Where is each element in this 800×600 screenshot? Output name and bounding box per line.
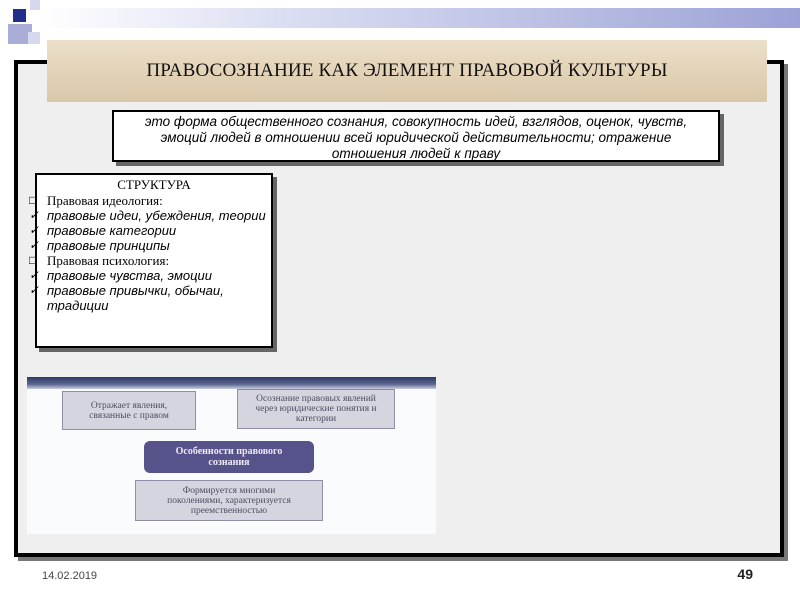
- structure-point: [29, 268, 269, 283]
- structure-point: [29, 283, 269, 313]
- checkmark-icon: ✓: [29, 268, 40, 282]
- checkmark-icon: ✓: [29, 208, 40, 222]
- structure-heading: СТРУКТУРА: [117, 177, 191, 192]
- definition-box: это форма общественного сознания, совокупность идей, взглядов, оценок, чувств, эмоций людей в отношении всей юридической действительности; отражение отношения людей к праву: [112, 110, 720, 162]
- square-bullet-icon: □: [29, 253, 37, 267]
- structure-item-text: правовые привычки, обычаи, традиции: [47, 283, 224, 313]
- structure-item-text: правовые идеи, убеждения, теории: [47, 208, 266, 223]
- structure-item-text: правовые категории: [47, 223, 177, 238]
- structure-item-text: правовые принципы: [47, 238, 170, 253]
- structure-item-text: Правовая психология:: [47, 253, 170, 268]
- structure-point: [29, 238, 269, 253]
- structure-box: [29, 173, 273, 348]
- checkmark-icon: ✓: [29, 223, 40, 237]
- structure-list: [29, 193, 269, 313]
- footer-date: 14.02.2019: [42, 570, 98, 582]
- checkmark-icon: ✓: [29, 283, 40, 297]
- structure-section: [29, 193, 269, 208]
- structure-point: [29, 223, 269, 238]
- slide-title: ПРАВОСОЗНАНИЕ КАК ЭЛЕМЕНТ ПРАВОВОЙ КУЛЬТУРЫ: [47, 40, 767, 102]
- diagram-left-box: Отражает явления, связанные с правом: [62, 391, 196, 430]
- page-number: 49: [737, 566, 753, 582]
- structure-point: [29, 208, 269, 223]
- checkmark-icon: ✓: [29, 238, 40, 252]
- diagram-bottom-box: Формируется многими поколениями, характеризуется преемственностью: [135, 480, 323, 521]
- diagram-center-box: Особенности правового сознания: [144, 441, 314, 473]
- corner-square-icon: [30, 0, 40, 10]
- structure-section: [29, 253, 269, 268]
- square-bullet-icon: □: [29, 193, 37, 207]
- diagram-image: [27, 377, 436, 534]
- corner-square-icon: [28, 32, 40, 44]
- structure-item-text: Правовая идеология:: [47, 193, 163, 208]
- diagram-top-band: [27, 377, 436, 389]
- header-gradient-bar: [40, 8, 800, 28]
- structure-item-text: правовые чувства, эмоции: [47, 268, 212, 283]
- corner-square-icon: [13, 9, 26, 22]
- diagram-right-box: Осознание правовых явлений через юридические понятия и категории: [237, 389, 395, 429]
